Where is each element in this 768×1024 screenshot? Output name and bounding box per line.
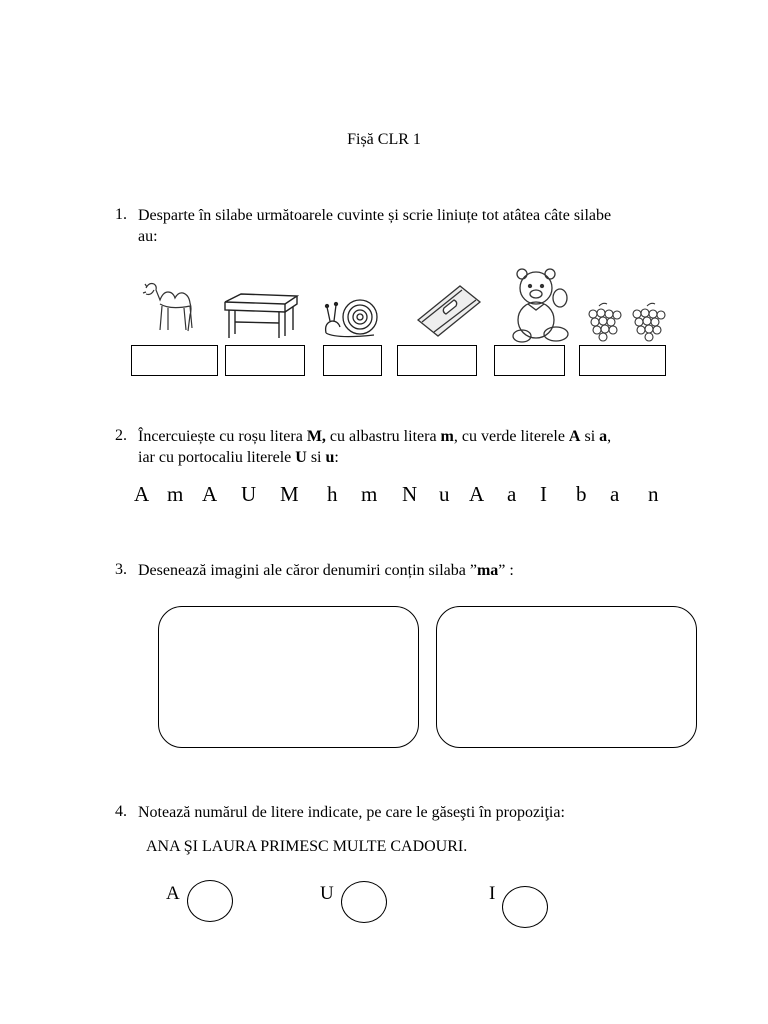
grapes-icon: [585, 300, 669, 342]
letter-item[interactable]: U: [241, 482, 257, 506]
answer-circle-i[interactable]: [502, 886, 548, 928]
syllable-box-teddy-bear[interactable]: [494, 345, 565, 376]
syllable-box-camel[interactable]: [131, 345, 218, 376]
exercise-4-instruction: Notează numărul de litere indicate, pe care le găseşti în propoziţia:: [138, 804, 565, 821]
letter-item[interactable]: M: [280, 482, 299, 506]
exercise-2-instruction: [138, 426, 611, 468]
drawing-box-2[interactable]: [436, 606, 697, 748]
syllable-box-razor-blade[interactable]: [397, 345, 477, 376]
exercise-2-line-1: Încercuiește cu roșu litera M, cu albastru litera m, cu verde literele A si a,: [138, 428, 612, 445]
circle-label-a: A: [166, 883, 180, 904]
letter-item[interactable]: u: [439, 482, 450, 506]
circle-label-i: I: [489, 883, 496, 904]
letter-item[interactable]: m: [167, 482, 184, 506]
syllable-box-table[interactable]: [225, 345, 305, 376]
letter-item[interactable]: a: [610, 482, 620, 506]
snail-icon: [322, 295, 382, 340]
exercise-2-line-2: iar cu portocaliu literele U si u:: [138, 449, 339, 466]
letter-item[interactable]: n: [648, 482, 659, 506]
letter-item[interactable]: a: [507, 482, 517, 506]
syllable-box-snail[interactable]: [323, 345, 382, 376]
answer-circle-u[interactable]: [341, 881, 387, 923]
teddy-bear-icon: [508, 266, 574, 344]
razor-blade-icon: [414, 282, 484, 340]
circle-label-u: U: [320, 883, 334, 904]
letter-item[interactable]: A: [202, 482, 218, 506]
exercise-1-line-2: au:: [138, 228, 158, 245]
exercise-2-number: 2.: [115, 427, 127, 444]
exercise-4-number: 4.: [115, 803, 127, 820]
camel-icon: [142, 278, 200, 334]
letter-item[interactable]: A: [134, 482, 150, 506]
letter-item[interactable]: A: [469, 482, 485, 506]
drawing-box-1[interactable]: [158, 606, 419, 748]
exercise-1-instruction: [138, 205, 611, 247]
exercise-3-instruction: Desenează imagini ale căror denumiri conțin silaba ”ma” :: [138, 562, 514, 579]
letter-item[interactable]: N: [402, 482, 418, 506]
exercise-3-number: 3.: [115, 561, 127, 578]
table-icon: [223, 292, 299, 340]
exercise-4-sentence: ANA ŞI LAURA PRIMESC MULTE CADOURI.: [146, 838, 468, 855]
letter-item[interactable]: h: [327, 482, 338, 506]
answer-circle-a[interactable]: [187, 880, 233, 922]
syllable-box-grapes[interactable]: [579, 345, 666, 376]
letter-item[interactable]: I: [540, 482, 547, 506]
letter-item[interactable]: m: [361, 482, 378, 506]
letter-item[interactable]: b: [576, 482, 587, 506]
exercise-1-line-1: Desparte în silabe următoarele cuvinte și scrie liniuțe tot atâtea câte silabe: [138, 207, 612, 224]
exercise-1-number: 1.: [115, 206, 127, 223]
page-title: Fișă CLR 1: [347, 131, 421, 148]
